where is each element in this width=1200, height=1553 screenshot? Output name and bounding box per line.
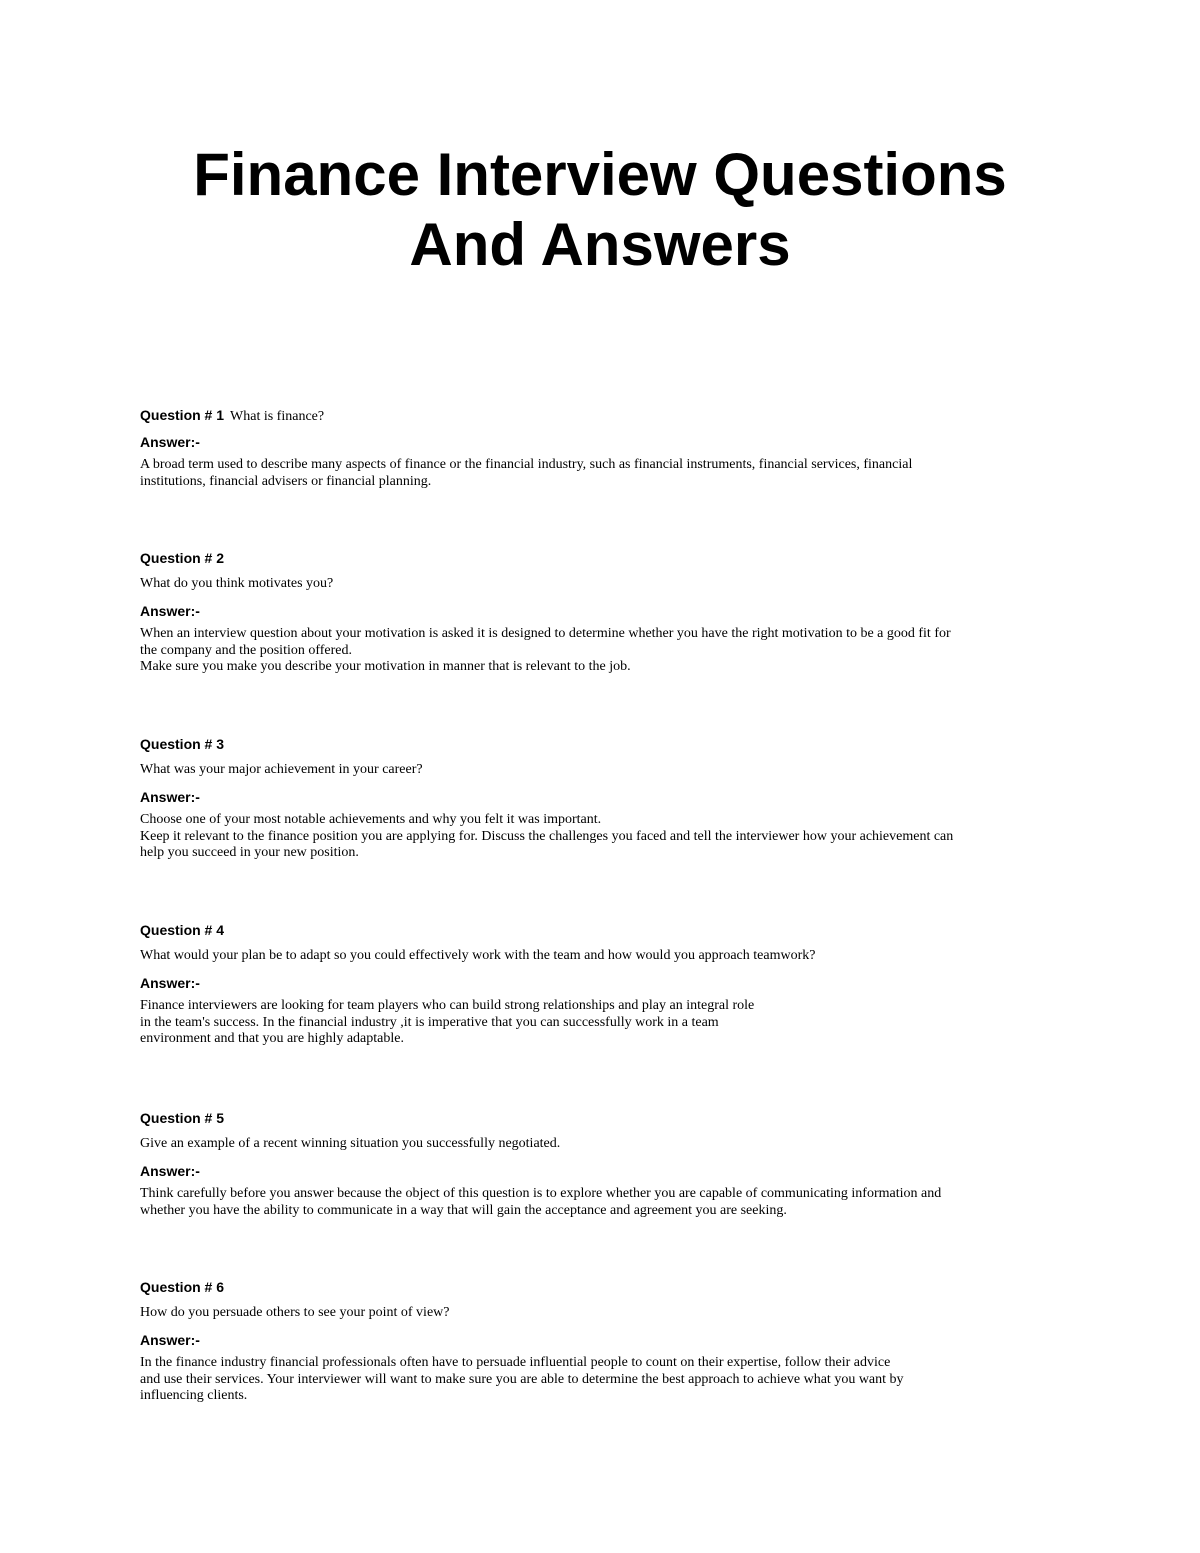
answer-line: institutions, financial advisers or financial planning. [140, 473, 432, 489]
question-text: How do you persuade others to see your point of view? [140, 1305, 450, 1320]
question-label: Question # 5 [140, 1110, 225, 1126]
qa-block-2 [140, 549, 1070, 676]
qa-block-5 [140, 1109, 1070, 1219]
question-label: Question # 4 [140, 922, 225, 938]
qa-block-6 [140, 1278, 1070, 1405]
answer-line: whether you have the ability to communicate in a way that will gain the acceptance and agreement you are seeking. [140, 1202, 787, 1218]
answer-label: Answer:- [140, 1332, 200, 1348]
answer-label: Answer:- [140, 1163, 200, 1179]
question-text: What is finance? [230, 409, 325, 424]
answer-line: A broad term used to describe many aspects of finance or the financial industry, such as financial instruments, financial services, financial [140, 457, 913, 472]
answer-line: in the team's success. In the financial industry ,it is imperative that you can successfully work in a team [140, 1014, 719, 1030]
answer-line: Think carefully before you answer because the object of this question is to explore whether you are capable of communicating information and [140, 1186, 942, 1201]
question-text: What do you think motivates you? [140, 576, 334, 591]
qa-block-3 [140, 735, 1070, 862]
page-title-line-2: And Answers [409, 211, 791, 278]
answer-line: Choose one of your most notable achievements and why you felt it was important. [140, 812, 602, 827]
answer-line: environment and that you are highly adaptable. [140, 1031, 404, 1046]
question-label: Question # 2 [140, 550, 225, 566]
answer-line: In the finance industry financial professionals often have to persuade influential people to count on their expertise, follow their advice [140, 1355, 891, 1370]
answer-line: When an interview question about your motivation is asked it is designed to determine whether you have the right motivation to be a good fit for [140, 626, 951, 641]
answer-text [140, 626, 1070, 676]
answer-line: the company and the position offered. [140, 642, 353, 658]
question-text: What would your plan be to adapt so you could effectively work with the team and how would you approach teamwork? [140, 948, 816, 963]
page-title-line-1: Finance Interview Questions [193, 141, 1007, 208]
answer-line: influencing clients. [140, 1388, 248, 1403]
answer-text [140, 1186, 1070, 1219]
answer-line: Keep it relevant to the finance position you are applying for. Discuss the challenges you faced and tell the interviewer how your achievement can [140, 828, 954, 844]
page-title [0, 140, 1200, 280]
question-text: What was your major achievement in your career? [140, 762, 423, 777]
qa-block-1 [140, 406, 1070, 490]
answer-label: Answer:- [140, 434, 200, 450]
answer-line: help you succeed in your new position. [140, 845, 359, 860]
answer-text [140, 457, 1070, 490]
answer-label: Answer:- [140, 603, 200, 619]
answer-line: and use their services. Your interviewer will want to make sure you are able to determine the best approach to achieve what you want by [140, 1371, 904, 1387]
answer-line: Finance interviewers are looking for team players who can build strong relationships and play an integral role [140, 998, 755, 1013]
answer-label: Answer:- [140, 789, 200, 805]
answer-line: Make sure you make you describe your motivation in manner that is relevant to the job. [140, 659, 631, 674]
answer-text [140, 812, 1070, 862]
answer-label: Answer:- [140, 975, 200, 991]
answer-text [140, 998, 1070, 1048]
question-label: Question # 3 [140, 736, 225, 752]
question-label: Question # 6 [140, 1279, 225, 1295]
answer-text [140, 1355, 1070, 1405]
question-text: Give an example of a recent winning situation you successfully negotiated. [140, 1136, 561, 1151]
qa-block-4 [140, 921, 1070, 1048]
question-label: Question # 1 [140, 407, 225, 423]
